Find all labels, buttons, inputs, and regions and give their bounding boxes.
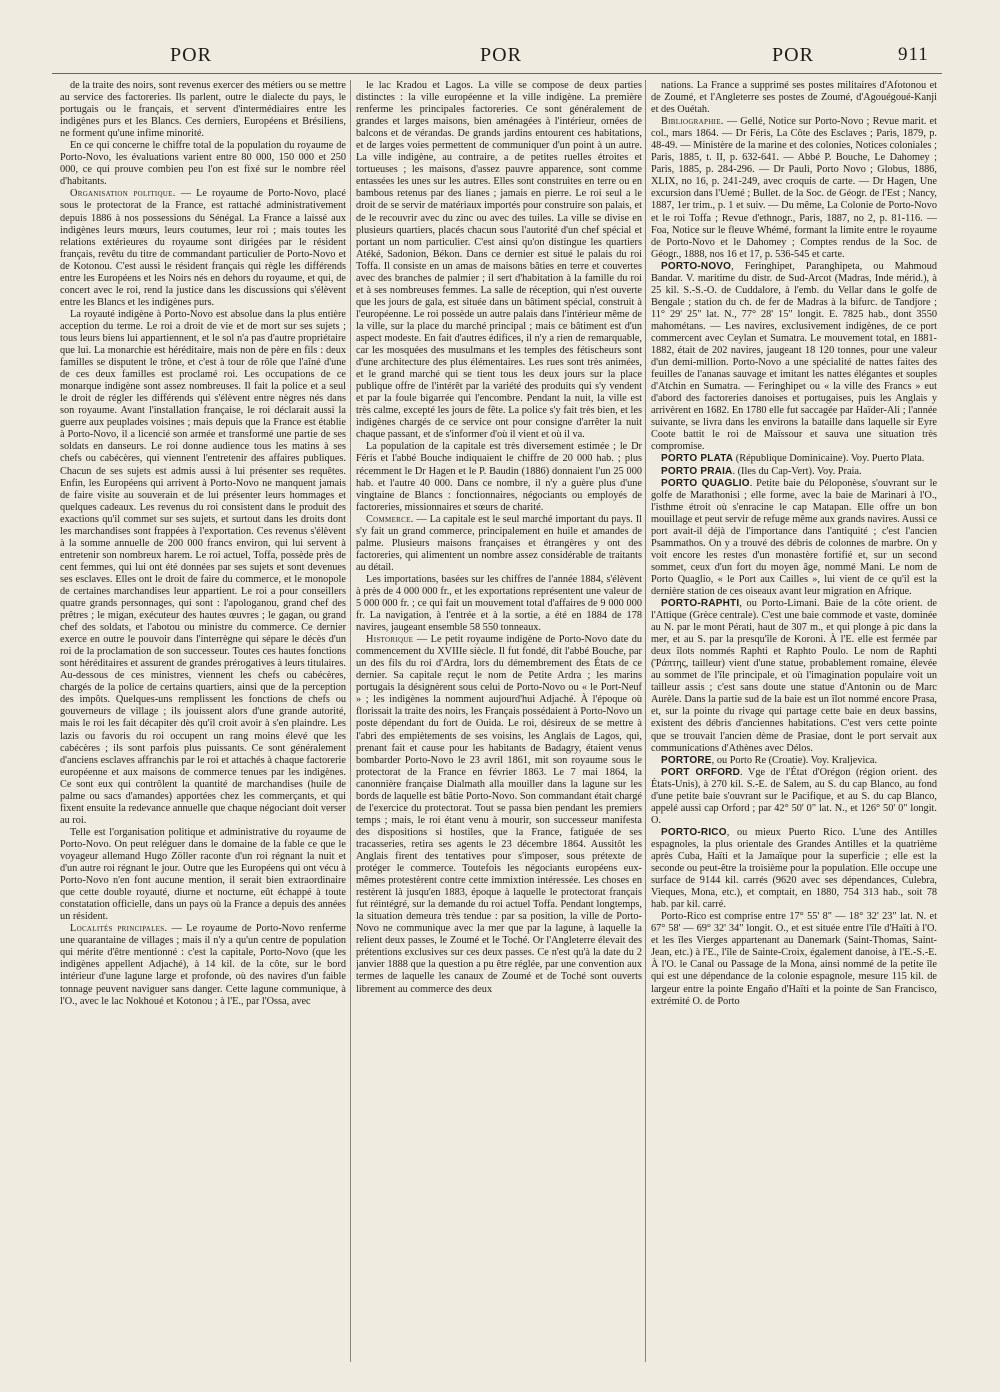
dictionary-entry: [651, 767, 937, 827]
paragraph-text: , Feringhipet, Paranghipeta, ou Mahmoud Bandar. V. maritime du distr. de Sud-Arcot (Madras, Inde mérid.), à 25 kil. S.-S.-O. de Cuddalore, à l'emb. du Vellar dans le golfe de Bengale ; station du ch. de fer de Madras à la bifurc. de Tandjore ; 11° 29' 25" lat. N., 77° 28' 15" longit. E. 7825 hab., dont 3550 mahométans. — Les navires, exclusivement indigènes, de ce port commercent avec Ceylan et Sumatra. Le mouvement total, en 1881-1882, était de 202 navires, jaugeant 18 120 tonnes, pour une valeur d'un demi-million. Porto-Novo a une spécialité de nattes faites des feuilles de l'ananas sauvage et imitant les nattes élégantes et souples d'Atchin en Sumatra. — Feringhipet ou « la ville des Francs » eut d'abord des factoreries danoises et portugaises, puis les Anglais y arrivèrent en 1682. En 1780 elle fut saccagée par Haïder-Ali ; l'année suivante, se livra dans les environs la bataille dans laquelle sir Eyre Coote battit le roi de Maïssour et sauva une situation très compromise.: [651, 260, 937, 453]
paragraph-text: La royauté indigène à Porto-Novo est absolue dans la plus entière acception du terme. Le roi a droit de vie et de mort sur ses sujets ; tous leurs biens lui appartiennent, et le sol n'a pas d'autre propriétaire que lui. La monarchie est héréditaire, mais non de père en fils : deux familles se disputent le trône, et c'est à tour de rôle que l'aîné d'une de ces deux familles est proclamé roi. Les occupations de ce monarque indigène sont assez nombreuses. Il fait la police et a seul le droit de régler les différends qui s'élèvent entre nègres nés dans son royaume. Avant l'installation française, le roi déclarait aussi la guerre aux peuplades voisines ; mais depuis que la France est établie à Porto-Novo, il a licencié son armée et transformé une partie de ses soldats en danseurs. Le roi donne audience tous les matins à ses chefs ou cabécères, qui viennent l'entretenir des affaires publiques. Chacun de ses sujets est admis aussi à lui présenter ses requêtes. Enfin, les Européens qui arrivent à Porto-Novo ne manquent jamais de faire visite au souverain et de lui présenter leurs hommages et quelques cadeaux. Les revenus du roi consistent dans le produit des exactions qu'il commet sur ses sujets, et surtout dans les droits dont les marchandises sont frappées à l'exportation. Ces revenus s'élèvent à la somme annuelle de 200 000 francs environ, qui lui servent à entretenir son nombreux harem. Le roi actuel, Toffa, possède près de cent femmes, qui lui ont été données par ses sujets et sont devenues ses esclaves. Elles ont le droit de faire du commerce, et le monopole de certaines marchandises leur appartient. Le roi a pour conseillers quatre grands personnages, qui sont : l'apologanou, grand chef des prêtres ; le migan, exécuteur des hautes œuvres ; le gagan, ou grand chef des soldats, et l'abotou ou ministre du commerce. Ce dernier exerce en outre le pouvoir dans l'interrègne qui sépare le décès d'un roi de la proclamation de son successeur. Toutes ces hautes fonctions sont héréditaires et assurent de grandes prérogatives à leurs titulaires. Au-dessous de ces ministres, viennent les chefs ou cabécères, chargés de la police de certains quartiers, ainsi que de la perception des impôts. Quelques-uns remplissent les fonctions de chefs ou gouverneurs de village ; ils jouissent alors d'une grande autorité, mais le roi les fait décapiter dès qu'il croit avoir à s'en plaindre. Les lazis ou favoris du roi occupent un rang moins élevé que les cabécères ; ils sont parfois plus puissants. Ce sont généralement d'anciens esclaves affranchis par le roi et attachés à chaque factorerie européenne et aux maisons de commerce tenues par les indigènes. Ce sont eux qui contrôlent la quantité de marchandises (huile de palme ou sacs d'amandes) apportées chez les commerçants, et qui fixent ensuite la redevance annuelle que chaque négociant doit verser au roi.: [60, 308, 346, 826]
paragraph-text: Porto-Rico est comprise entre 17° 55' 8" — 18° 32' 23" lat. N. et 67° 58' — 69° 32' 34" longit. O., et est située entre l'île d'Haïti à l'O. et les îles Vierges appartenant au Danemark (Saint-Thomas, Saint-Jean, etc.) à l'E., l'île de Sainte-Croix, également danoise, à l'E.-S.-E. À l'O. le Canal ou Passage de la Mona, ainsi nommé de la petite île qui est une dépendance de la colonie espagnole, mesure 115 kil. de largeur entre la pointe Engaño d'Haïti et la pointe de San Francisco, extrémité O. de Porto: [651, 911, 937, 1007]
paragraph-text: — Le petit royaume indigène de Porto-Novo date du commencement du XVIIIe siècle. Il fut fondé, dit l'abbé Bouche, par un des fils du roi d'Ardra, lors du démembrement des États de ce dernier. Sa capitale reçut le nom de Petite Ardra ; les marins portugais la désignèrent sous celui de Porto-Novo ou « le Port-Neuf » ; les indigènes la nomment aujourd'hui Adjaché. À l'époque où florissait la traite des noirs, les Français possédaient à Porto-Novo un poste dépendant du fort de Ouida. Le roi, désireux de se mettre à l'abri des empiètements de ses voisins, les Anglais de Lagos, qui, prenant fait et cause pour les habitants de Badagry, étaient venus bombarder Porto-Novo le 23 avril 1861, mit son royaume sous le protectorat de la France en février 1863. Le 7 mai 1864, la canonnière française Dialmath alla mouiller dans la lagune sur les bords de laquelle est bâtie Porto-Novo. Son commandant était chargé de l'exercice du protectorat. Tout se passa bien pendant les premiers temps ; mais, le roi étant venu à mourir, son successeur manifesta des dispositions si hostiles, que la France, fatiguée de ses tracasseries, retira ses agents le 23 décembre 1864. Aussitôt les Anglais firent des tentatives pour s'imposer, sous prétexte de protéger le commerce. Toutefois les négociants européens eux-mêmes protestèrent contre cette immixtion intéressée. Les choses en restèrent là jusqu'en 1883, époque à laquelle le protectorat français fut réintégré, sur la demande du roi actuel Toffa. Pendant longtemps, la situation demeura très tendue : par sa position, la ville de Porto-Novo ne communique avec la mer que par la lagune, à laquelle la relient deux passes, le Zoumé et le Toché. Or l'Angleterre élevait des prétentions exclusives sur ces deux passes. Ce n'est qu'à la date du 2 janvier 1888 que la question a pu être réglée, par une convention aux termes de laquelle les canaux de Zoumé et de Toché sont ouverts librement au commerce des deux: [356, 634, 642, 995]
paragraph-text: — La capitale est le seul marché important du pays. Il s'y fait un grand commerce, principalement en huile et amandes de palme. Plusieurs maisons françaises et étrangères y ont des factoreries, qui alimentent un nombre assez considérable de traitants au détail.: [356, 513, 642, 573]
paragraph: [60, 140, 346, 188]
entry-headword: PORTO PRAIA: [661, 465, 733, 477]
section-lead: Bibliographie.: [661, 116, 724, 128]
paragraph-text: — Le royaume de Porto-Novo, placé sous le protectorat de la France, est rattaché administrativement depuis 1886 à nos possessions du Sénégal. La France a laissé aux indigènes leurs mœurs, leurs coutumes, leur roi ; mais toutes les relations extérieures du royaume sont dirigées par le résident français, revêtu du titre de commandant particulier de Porto-Novo et de Kotonou. C'est aussi le résident français qui règle les différends entre les Européens et les Noirs nés en dehors du royaume, et qui, de concert avec le roi, rend la justice dans les discussions qui s'élèvent entre les Blancs et les indigènes purs.: [60, 188, 346, 308]
paragraph-text: La population de la capitale est très diversement estimée ; le Dr Féris et l'abbé Bouche indiquaient le chiffre de 20 000 hab. ; plus récemment le Dr Hagen et le P. Baudin (1886) donnaient l'un 25 000 hab. et l'autre 40 000. Dans ce nombre, il n'y a guère plus d'une vingtaine de Blancs : fonctionnaires, négociants ou employés de factoreries, missionnaires et sœurs de charité.: [356, 441, 642, 513]
paragraph-text: . (Iles du Cap-Vert). Voy. Praia.: [732, 465, 862, 477]
paragraph-text: . Vge de l'État d'Orégon (région orient. des États-Unis), à 270 kil. S.-E. de Salem, au S. du cap Blanco, au fond d'une petite baie s'ouvrant sur le Pacifique, et au S. du cap Blanco, appelé aussi cap Orford ; par 42° 50' 0" lat. N., et 126° 50' 0" longit. O.: [651, 766, 937, 826]
entry-headword: PORTO PLATA: [661, 453, 734, 465]
column-divider: [350, 80, 351, 1362]
header-left: POR: [170, 44, 212, 66]
dictionary-entry: [651, 598, 937, 755]
section-lead: Commerce.: [366, 513, 414, 525]
paragraph: [60, 827, 346, 923]
paragraph: [356, 574, 642, 634]
paragraph: [651, 911, 937, 1007]
paragraph-text: , ou Porto Re (Croatie). Voy. Kraljevica.: [711, 754, 878, 766]
dictionary-entry: [651, 755, 937, 767]
paragraph-text: (République Dominicaine). Voy. Puerto Plata.: [733, 453, 925, 465]
dictionary-entry: [651, 478, 937, 598]
paragraph-text: Telle est l'organisation politique et administrative du royaume de Porto-Novo. On peut reléguer dans le domaine de la fable ce que le voyageur allemand Hugo Zöller raconte d'un roi régnant la nuit et d'un autre roi régnant le jour. Outre que les Européens qui ont vécu à Porto-Novo n'en font aucune mention, il serait bien extraordinaire que cette double royauté, diurne et nocturne, eût échappé à toute constatation officielle, dans un pays où la France a depuis des années un résident.: [60, 826, 346, 923]
dictionary-entry: [651, 261, 937, 454]
paragraph-text: le lac Kradou et Lagos. La ville se compose de deux parties distinctes : la ville européenne et la ville indigène. La première renferme les principales factoreries. Ce sont généralement de grandes et larges maisons, bien aménagées à l'intérieur, ornées de balcons et de vérandas. De grands jardins entourent ces habitations, et de larges voies permettent de communiquer d'un point à un autre. La ville indigène, au contraire, a de petites ruelles étroites et tortueuses ; les maisons, d'assez pauvre apparence, sont comme entassées les unes sur les autres. Elles sont construites en terre ou en bambous retenus par des lianes ; jamais en pierre. Le roi seul a le droit de se servir de matériaux importés pour construire son palais, et de le recouvrir avec du zinc ou avec des tuiles. La ville se divise en plusieurs quartiers, placés chacun sous l'autorité d'un chef spécial et portant un nom particulier. C'est ainsi qu'on distingue les quartiers Atéké, Sadonion, Békon. Dans ce dernier est situé le palais du roi Toffa. Il consiste en un amas de maisons bâties en terre et couvertes avec des branches de palmier ; il sert d'habitation à la famille du roi et à ses nombreuses femmes. La salle de réception, qui n'est ouverte que les jours de gala, est située dans un bâtiment spécial, construit à l'européenne. Le roi possède un autre palais dans l'intérieur même de la ville, sur la place du marché principal ; mais ce bâtiment est d'un aspect modeste. En fait d'autres édifices, il n'y a rien de remarquable, car les mosquées des musulmans et les temples des fétischeurs sont d'une architecture des plus élémentaires. Les rues sont très animées, et le grand marché qui se tient tous les deux jours sur la place publique offre de l'intérêt par la variété des produits qui s'y vendent et par la foule bigarrée qui l'encombre. Pendant la nuit, la ville est très calme, excepté les jours de fête. La police s'y fait très bien, et les indigènes chargés de ce service ont pour consigne d'arrêter la nuit chaque passant, et de s'informer d'où il vient et où il va.: [356, 80, 642, 441]
column-divider: [645, 80, 646, 1362]
paragraph: [356, 441, 642, 513]
paragraph-text: . Petite baie du Péloponèse, s'ouvrant sur le golfe de Marathonisi ; elle forme, avec la baie de Marinari à l'O., l'isthme étroit où s'enracine le cap Matapan. Elle offre un bon mouillage et peut servir de refuge même aux grands navires. Aussi ce port avait-il déjà de l'importance dans l'antiquité ; c'est l'ancien Psammathos. On y a trouvé des débris de colonnes de marbre. On y voit encore les restes d'un monastère fortifié et, sur un second sommet, ceux d'un fort du moyen âge, nommé Mani. Le nom de Porto Quaglio, « le Port aux Cailles », lui vient de ce qu'il est la dernière station de ces oiseaux avant leur migration en Afrique.: [651, 477, 937, 597]
header-rule: [52, 73, 942, 74]
paragraph: [60, 80, 346, 140]
entry-headword: PORTO-NOVO: [661, 260, 732, 272]
paragraph: [651, 80, 937, 116]
paragraph-text: , ou mieux Puerto Rico. L'une des Antilles espagnoles, la plus orientale des Grandes Antilles et la quatrième après Cuba, Haïti et la Jamaïque pour la superficie ; elle est la seconde ou peut-être la troisième pour la population. Elle occupe une surface de 9144 kil. carrés (9620 avec ses dépendances, Culebra, Vieques, Mona, etc.), et comptait, en 1880, 754 313 hab., soit 78 hab. par kil. carré.: [651, 826, 937, 911]
paragraph-text: — Le royaume de Porto-Novo renferme une quarantaine de villages ; mais il n'y a qu'un centre de population qui mérite d'être mentionné : c'est la capitale, Porto-Novo (que les indigènes appellent Adjaché), à 14 kil. de la côte, sur le bord intérieur d'une lagune large et profonde, où des navires d'un faible tonnage peuvent naviguer sans danger. Cette lagune communique, à l'O., avec le lac Nokhoué et Kotonou ; à l'E., par l'Ossa, avec: [60, 923, 346, 1007]
paragraph: [60, 188, 346, 308]
paragraph: [356, 80, 642, 441]
running-header: [60, 40, 940, 76]
paragraph: [60, 309, 346, 827]
entry-headword: PORT ORFORD: [661, 766, 741, 778]
paragraph-text: — Gellé, Notice sur Porto-Novo ; Revue marit. et col., mars 1864. — Dr Féris, La Côte des Esclaves ; Paris, 1879, p. 48-49. — Ministère de la marine et des colonies, Notices coloniales ; Paris, 1885, t. II, p. 632-641. — Abbé P. Bouche, Le Dahomey ; Paris, 1885, p. 284-296. — Dr Pauli, Porto Novo ; Globus, 1886, XLIX, no 16, p. 241-249, avec croquis de carte. — Dr Hagen, Une excursion dans l'Uemé ; Bullet. de la Soc. de Géogr. de l'Est ; Nancy, 1887, 1er trim., p. 1 et suiv. — Du même, La Colonie de Porto-Novo et le roi Toffa ; Revue d'ethnogr., Paris, 1887, no 2, p. 81-116. — Foa, Notice sur le fleuve Whémé, formant la limite entre le royaume de Porto-Novo et le Dahomey ; Comptes rendus de la Soc. de Géogr., 1888, nos 16 et 17, p. 536-545 et carte.: [651, 116, 937, 260]
paragraph-text: nations. La France a supprimé ses postes militaires d'Afotonou et de Zoumé, et l'Angleterre ses postes de Zoumé, d'Agouégoué-Kanji et des Ouétah.: [651, 80, 937, 116]
text-column-3: [651, 80, 937, 1365]
section-lead: Localités principales.: [70, 923, 168, 935]
paragraph-text: , ou Porto-Limani. Baie de la côte orient. de l'Attique (Grèce centrale). C'est une baie commode et vaste, dominée au N. par le mont Pérati, haut de 307 m., et qui plonge à pic dans la mer, et au S. par la presqu'île de Koroni. À l'E. elle est fermée par deux îlots nommés Raphti et Raphto Poulo. Le nom de Raphti (Ῥάπτης, tailleur) vient d'une statue, probablement romaine, élevée au sommet de l'île principale, et où l'imagination populaire voit un tailleur assis ; c'est sans doute une statue d'Antonin ou de Marc Aurèle. Dans la partie sud de la baie est un îlot nommé encore Prasa, et, sur la pointe du rivage qui partage cette baie en deux bassins, existent des débris d'anciennes habitations. C'est vers cette pointe que se trouvait l'ancien dème de Prasiae, dont le port servait aux communications d'Athènes avec Délos.: [651, 598, 937, 754]
dictionary-entry: [651, 827, 937, 911]
paragraph-text: En ce qui concerne le chiffre total de la population du royaume de Porto-Novo, les évaluations varient entre 80 000, 150 000 et 250 000, ce qui prouve combien peu l'on est fixé sur le nombre réel d'habitants.: [60, 140, 346, 188]
paragraph: [651, 116, 937, 261]
paragraph: [356, 514, 642, 574]
dictionary-entry: [651, 466, 937, 478]
entry-headword: PORTORE: [661, 754, 712, 766]
paragraph: [60, 923, 346, 1007]
paragraph-text: Les importations, basées sur les chiffres de l'année 1884, s'élèvent à près de 4 000 000 fr., et les exportations représentent une valeur de 5 000 000 fr. ; ce qui fait un mouvement total d'affaires de 9 000 000 fr. La navigation, à l'entrée et à la sortie, a été en 1884 de 178 navires, jaugeant ensemble 58 550 tonneaux.: [356, 573, 642, 634]
paragraph-text: de la traite des noirs, sont revenus exercer des métiers ou se mettre au service des factoreries. Ils parlent, outre le dialecte du pays, le portugais ou le français, et servent d'intermédiaires entre les indigènes purs et les Blancs. Ces derniers, Européens et Brésiliens, ne forment qu'une infime minorité.: [60, 80, 346, 140]
text-column-2: [356, 80, 642, 1365]
page-number: 911: [898, 44, 929, 65]
section-lead: Organisation politique.: [70, 188, 176, 200]
paragraph: [356, 634, 642, 995]
header-center: POR: [480, 44, 522, 66]
text-column-1: [60, 80, 346, 1365]
entry-headword: PORTO QUAGLIO: [661, 477, 750, 489]
dictionary-entry: [651, 453, 937, 465]
entry-headword: PORTO-RAPHTI: [661, 598, 740, 610]
entry-headword: PORTO-RICO: [661, 826, 727, 838]
header-right: POR: [772, 44, 814, 66]
section-lead: Historique: [366, 634, 414, 646]
